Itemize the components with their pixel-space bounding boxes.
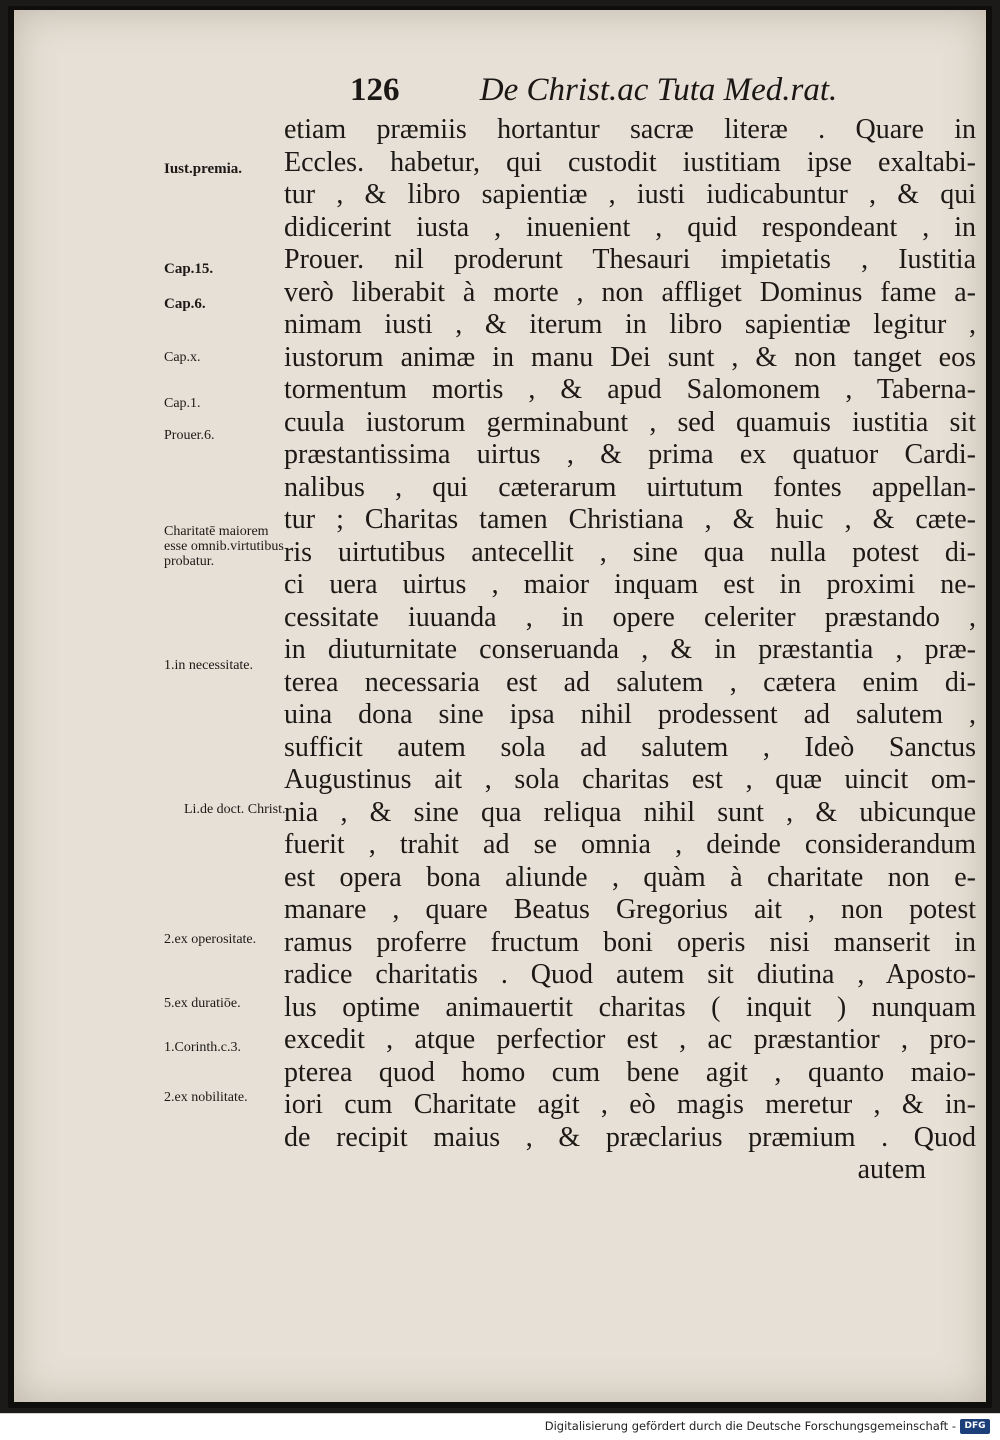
footer-bar [0,1413,1000,1440]
margin-note: Iust.premia. [164,161,243,177]
text-line: tur ; Charitas tamen Christiana , & huic , & cæte- [284,504,976,535]
dfg-logo-icon: DFG [960,1419,990,1434]
text-line: iustorum animæ in manu Dei sunt , & non tanget eos [284,341,976,373]
text-line: sufficit autem sola ad salutem , Ideò Sanctus [284,731,976,763]
text-line: de recipit maius , & præclarius præmium . Quod [284,1121,976,1153]
margin-note: 5.ex duratiōe. [164,996,241,1011]
margin-note: Charitatē maiorem esse omnib.virtutibus probatur. [164,524,284,569]
text-line: pterea quod homo cum bene agit , quanto maio- [284,1056,976,1088]
text-line: fuerit , trahit ad se omnia , deinde considerandum [284,829,976,860]
text-line: lus optime animauertit charitas ( inquit ) nunquam [284,991,976,1023]
text-line: nimam iusti , & iterum in libro sapientiæ legitur , [284,309,976,340]
catchword: autem [857,1154,926,1185]
text-line: cessitate iuuanda , in opere celeriter præstando , [284,601,976,633]
text-line: ramus proferre fructum boni operis nisi manserit in [284,926,976,958]
text-line: manare , quare Beatus Gregorius ait , non potest [284,894,976,925]
text-line: didicerint iusta , inuenient , quid respondeant , in [284,211,976,243]
page-number: 126 [350,72,400,108]
funding-credit: Digitalisierung gefördert durch die Deutsche Forschungsgemeinschaft - [544,1419,956,1433]
text-line: uina dona sine ipsa nihil prodessent ad salutem , [284,699,976,730]
book-page [14,10,986,1402]
margin-note: 2.ex nobilitate. [164,1090,248,1105]
text-line: nalibus , qui cæterarum uirtutum fontes appellan- [284,471,976,503]
text-line: Augustinus ait , sola charitas est , quæ uincit om- [284,764,976,795]
text-line: Prouer. nil proderunt Thesauri impietatis , Iustitia [284,244,976,275]
margin-note: 1.Corinth.c.3. [164,1040,241,1055]
margin-note: Li.de doct. Christ. [184,802,286,817]
margin-note: 2.ex operositate. [164,932,257,947]
page-header [350,72,910,116]
text-line: etiam præmiis hortantur sacræ literæ . Quare in [284,114,976,145]
margin-note: Cap.1. [164,396,201,411]
text-line: verò liberabit à morte , non affliget Dominus fame a- [284,276,976,308]
text-line: est opera bona aliunde , quàm à charitate non e- [284,861,976,893]
text-line: tormentum mortis , & apud Salomonem , Taberna- [284,374,976,405]
text-line: tur , & libro sapientiæ , iusti iudicabuntur , & qui [284,179,976,210]
body-text [284,114,976,1187]
margin-note: Prouer.6. [164,428,215,443]
margin-note: Cap.15. [164,261,214,277]
text-line: ris uirtutibus antecellit , sine qua nulla potest di- [284,536,976,568]
text-line: nia , & sine qua reliqua nihil sunt , & ubicunque [284,796,976,828]
text-line: terea necessaria est ad salutem , cætera enim di- [284,666,976,698]
margin-note: Cap.6. [164,296,206,312]
running-title: De Christ.ac Tuta Med.rat. [479,72,838,108]
text-line: radice charitatis . Quod autem sit diutina , Aposto- [284,959,976,990]
text-line: præstantissima uirtus , & prima ex quatuor Cardi- [284,439,976,470]
text-line: cuula iustorum germinabunt , sed quamuis iustitia sit [284,406,976,438]
text-line: ci uera uirtus , maior inquam est in proximi ne- [284,569,976,600]
text-line: excedit , atque perfectior est , ac præstantior , pro- [284,1024,976,1055]
text-line: in diuturnitate conseruanda , & in præstantia , præ- [284,634,976,665]
text-line: Eccles. habetur, qui custodit iustitiam ipse exaltabi- [284,146,976,178]
text-line: iori cum Charitate agit , eò magis meretur , & in- [284,1089,976,1120]
margin-note: Cap.x. [164,350,201,365]
margin-note: 1.in necessitate. [164,658,254,673]
